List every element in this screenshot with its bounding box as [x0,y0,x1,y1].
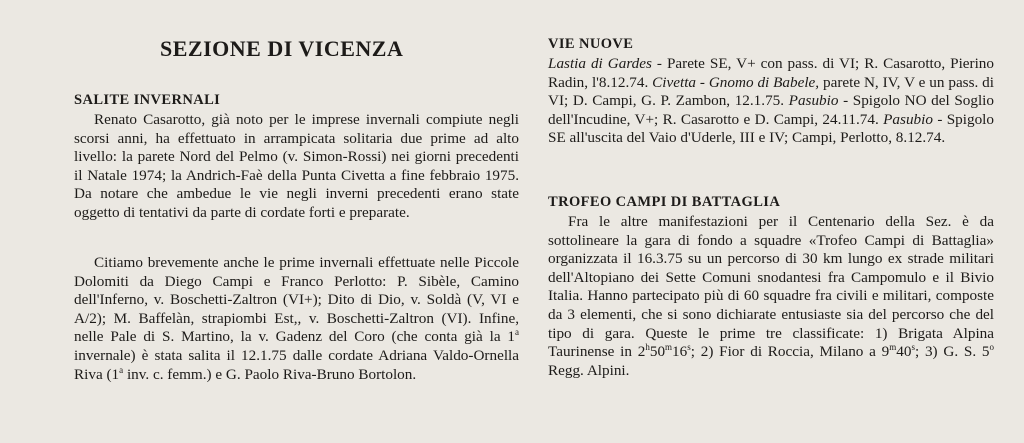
paragraph-casarotto: Renato Casarotto, già noto per le imprese invernali compiute negli scorsi anni, ha effettuato in arrampicata solitaria due prime ad alto livello: la parete Nord del Pelmo (v. Simon-Rossi) nei giorni precedenti il Natale 1974; la Andrich-Faè della Punta Civetta a fine febbraio 1975. Da notare che ambedue le vie negli inverni precedenti erano state oggetto di tentativi da parte di cordate forti e preparate. [74,111,519,221]
superscript: s [687,342,691,353]
page-title: SEZIONE DI VICENZA [160,36,404,61]
text-segment: - Parete SE, V+ con pass. di VI; R. Casarotto, Pierino Radin, l'8.12.74. [548,55,994,91]
superscript: s [911,342,915,353]
text-segment: Citiamo brevemente anche le prime invernali effettuate nelle Piccole Dolomiti da Diego Campi e Franco Perlotto: P. Sibèle, Camino dell'Inferno, v. Boschetti-Zaltron (VI+); Dito di Dio, v. Soldà (V, VI e A/2); M. Baffelàn, strapiombi Est,, v. Boschetti-Zaltron (VI). Infine, nelle Pale di S. Martino, la v. Gadenz del Coro (che conta già la 1 [74,254,519,346]
superscript: a [515,327,519,338]
paragraph-piccole-dolomiti [74,254,519,384]
text-segment: ; 2) Fior di Roccia, Milano a 9 [690,343,890,361]
superscript: a [119,364,124,375]
text-segment: Fra le altre manifestazioni per il Centenario della Sez. è da sottolineare la gara di fondo a squadre «Trofeo Campi di Battaglia» organizzata il 16.3.75 su un percorso di 30 km lungo ex strade militari dell'Altopiano dei Sette Comuni snodantesi fra Campomulo e il Bivio Italia. Hanno partecipato più di 60 squadre fra civili e militari, composte da 3 elementi, che si sono dichiarate entusiaste sia del percorso che del tipo di gara. Queste le prime tre classificate: 1) Brigata Alpina Taurinense in 2 [548,213,994,361]
superscript: m [889,342,897,353]
text-segment: 40 [896,343,912,361]
text-segment: Regg. Alpini. [548,361,630,379]
paragraph-trofeo [548,213,994,380]
paragraph-vie-nuove [548,55,994,148]
text-segment: - Spigolo NO del Soglio dell'Incudine, V+; R. Casarotto e D. Campi, 24.11.74. [548,92,994,128]
text-segment: ; 3) G. S. 5 [914,343,990,361]
route-area-name: Civetta - Gnomo di Babele, [652,73,820,91]
text-segment: invernale) è stata salita il 12.1.75 dalle cordate Adriana Valdo-Ornella Riva (1 [74,346,519,383]
text-segment: - Spigolo SE all'uscita del Vaio d'Uderle, III e IV; Campi, Perlotto, 8.12.74. [548,110,994,147]
route-area-name: Pasubio [883,110,933,128]
section-heading-vie-nuove: VIE NUOVE [548,36,634,52]
superscript: m [665,342,673,353]
route-area-name: Pasubio [788,92,839,110]
section-heading-trofeo: TROFEO CAMPI DI BATTAGLIA [548,194,781,210]
route-area-name: Lastia di Gardes [548,55,652,72]
text-segment: inv. c. femm.) e G. Paolo Riva-Bruno Bortolon. [123,365,417,383]
text-segment: parete N, IV, V e un pass. di VI; D. Campi, G. P. Zambon, 12.1.75. [548,73,994,110]
text-segment: 16 [672,343,688,361]
text-segment: 50 [649,343,666,361]
section-heading-salite-invernali: SALITE INVERNALI [74,92,221,108]
superscript: h [645,342,650,353]
superscript: o [989,342,994,353]
